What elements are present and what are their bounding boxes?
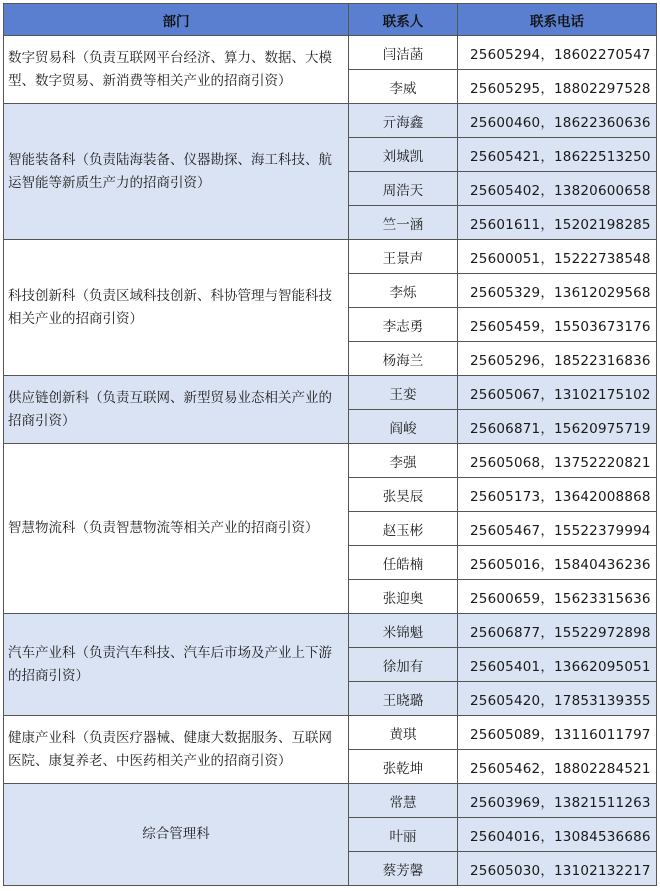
contact-name-cell: 徐加有 bbox=[349, 648, 458, 682]
contact-name-cell: 常慧 bbox=[349, 784, 458, 818]
department-cell: 智慧物流科（负责智慧物流等相关产业的招商引资） bbox=[4, 444, 349, 614]
contact-phone-cell: 25605467，15522379994 bbox=[458, 512, 657, 546]
contact-name-cell: 亓海鑫 bbox=[349, 104, 458, 138]
contact-name-cell: 王娈 bbox=[349, 376, 458, 410]
contact-name-cell: 蔡芳馨 bbox=[349, 852, 458, 886]
department-cell: 综合管理科 bbox=[4, 784, 349, 886]
contact-phone-cell: 25605030，13102132217 bbox=[458, 852, 657, 886]
contact-phone-cell: 25605296，18522316836 bbox=[458, 342, 657, 376]
header-contact: 联系人 bbox=[349, 4, 458, 36]
department-cell: 智能装备科（负责陆海装备、仪器勘探、海工科技、航运智能等新质生产力的招商引资） bbox=[4, 104, 349, 240]
contact-phone-cell: 25605295，18802297528 bbox=[458, 70, 657, 104]
contact-table-container bbox=[3, 3, 657, 886]
department-cell: 健康产业科（负责医疗器械、健康大数据服务、互联网医院、康复养老、中医药相关产业的招商引资） bbox=[4, 716, 349, 784]
contact-name-cell: 张昊辰 bbox=[349, 478, 458, 512]
contact-name-cell: 张乾坤 bbox=[349, 750, 458, 784]
contact-phone-cell: 25605173，13642008868 bbox=[458, 478, 657, 512]
table-row bbox=[4, 716, 657, 750]
table-header-row bbox=[4, 4, 657, 36]
contact-phone-cell: 25605421，18622513250 bbox=[458, 138, 657, 172]
contact-phone-cell: 25604016，13084536686 bbox=[458, 818, 657, 852]
contact-name-cell: 李志勇 bbox=[349, 308, 458, 342]
table-row bbox=[4, 104, 657, 138]
contact-phone-cell: 25600659，15623315636 bbox=[458, 580, 657, 614]
contact-table bbox=[3, 3, 657, 886]
contact-phone-cell: 25606871，15620975719 bbox=[458, 410, 657, 444]
table-body bbox=[4, 36, 657, 886]
header-department: 部门 bbox=[4, 4, 349, 36]
table-row bbox=[4, 240, 657, 274]
header-phone: 联系电话 bbox=[458, 4, 657, 36]
department-cell: 数字贸易科（负责互联网平台经济、算力、数据、大模型、数字贸易、新消费等相关产业的招商引资） bbox=[4, 36, 349, 104]
contact-name-cell: 王晓璐 bbox=[349, 682, 458, 716]
department-cell: 汽车产业科（负责汽车科技、汽车后市场及产业上下游的招商引资） bbox=[4, 614, 349, 716]
contact-name-cell: 闫洁菡 bbox=[349, 36, 458, 70]
department-cell: 科技创新科（负责区域科技创新、科协管理与智能科技相关产业的招商引资） bbox=[4, 240, 349, 376]
contact-phone-cell: 25605089，13116011797 bbox=[458, 716, 657, 750]
table-row bbox=[4, 36, 657, 70]
contact-name-cell: 李烁 bbox=[349, 274, 458, 308]
contact-phone-cell: 25605462，18802284521 bbox=[458, 750, 657, 784]
contact-phone-cell: 25605402，13820600658 bbox=[458, 172, 657, 206]
contact-name-cell: 任皓楠 bbox=[349, 546, 458, 580]
contact-name-cell: 杨海兰 bbox=[349, 342, 458, 376]
contact-phone-cell: 25605067，13102175102 bbox=[458, 376, 657, 410]
contact-name-cell: 竺一涵 bbox=[349, 206, 458, 240]
contact-name-cell: 张迎奥 bbox=[349, 580, 458, 614]
contact-phone-cell: 25603969，13821511263 bbox=[458, 784, 657, 818]
contact-phone-cell: 25600051，15222738548 bbox=[458, 240, 657, 274]
table-row bbox=[4, 784, 657, 818]
contact-phone-cell: 25601611，15202198285 bbox=[458, 206, 657, 240]
contact-name-cell: 周浩天 bbox=[349, 172, 458, 206]
table-row bbox=[4, 614, 657, 648]
contact-name-cell: 李强 bbox=[349, 444, 458, 478]
table-row bbox=[4, 376, 657, 410]
contact-phone-cell: 25605016，15840436236 bbox=[458, 546, 657, 580]
contact-phone-cell: 25605294，18602270547 bbox=[458, 36, 657, 70]
contact-name-cell: 黄琪 bbox=[349, 716, 458, 750]
contact-name-cell: 王景声 bbox=[349, 240, 458, 274]
contact-phone-cell: 25605401，13662095051 bbox=[458, 648, 657, 682]
table-row bbox=[4, 444, 657, 478]
contact-name-cell: 李威 bbox=[349, 70, 458, 104]
contact-phone-cell: 25600460，18622360636 bbox=[458, 104, 657, 138]
contact-phone-cell: 25605068，13752220821 bbox=[458, 444, 657, 478]
contact-name-cell: 阎峻 bbox=[349, 410, 458, 444]
contact-phone-cell: 25605329，13612029568 bbox=[458, 274, 657, 308]
contact-name-cell: 刘城凯 bbox=[349, 138, 458, 172]
department-cell: 供应链创新科（负责互联网、新型贸易业态相关产业的招商引资） bbox=[4, 376, 349, 444]
contact-phone-cell: 25606877，15522972898 bbox=[458, 614, 657, 648]
contact-phone-cell: 25605459，15503673176 bbox=[458, 308, 657, 342]
contact-phone-cell: 25605420，17853139355 bbox=[458, 682, 657, 716]
contact-name-cell: 米锦魁 bbox=[349, 614, 458, 648]
contact-name-cell: 叶丽 bbox=[349, 818, 458, 852]
contact-name-cell: 赵玉彬 bbox=[349, 512, 458, 546]
